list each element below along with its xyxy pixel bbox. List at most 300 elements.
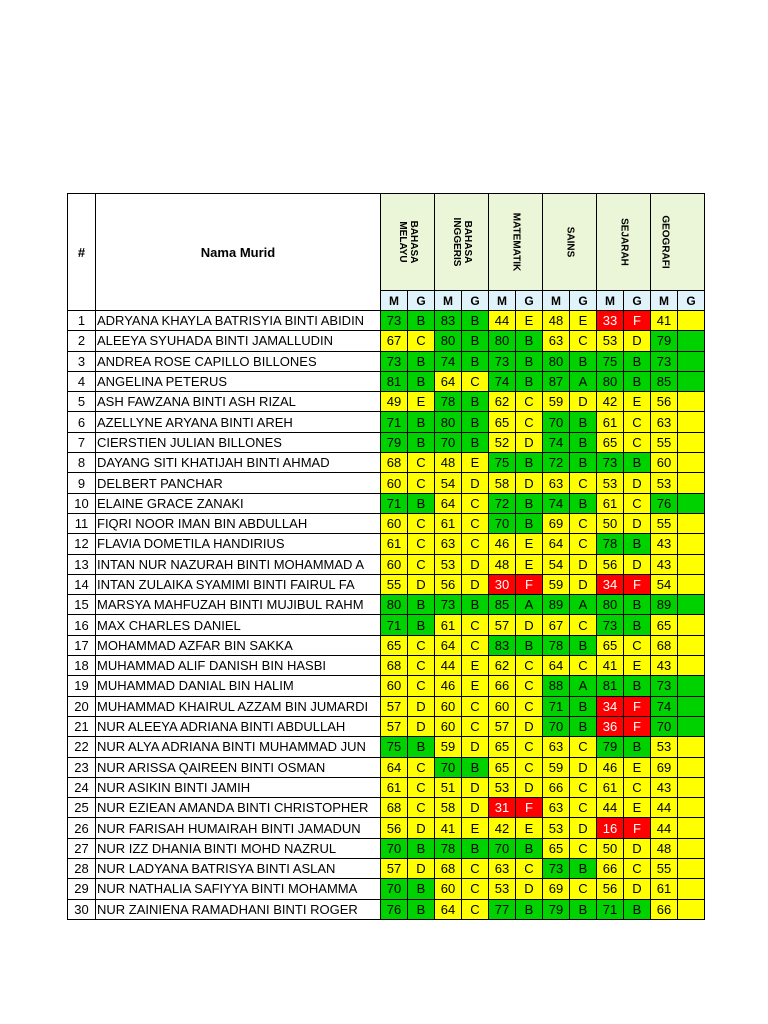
mark-cell[interactable]: 60 [381,554,408,574]
student-name[interactable]: ADRYANA KHAYLA BATRISYIA BINTI ABIDIN [96,311,381,331]
grade-cell[interactable]: C [408,554,435,574]
mark-cell[interactable]: 89 [543,595,570,615]
student-name[interactable]: ALEEYA SYUHADA BINTI JAMALLUDIN [96,331,381,351]
student-name[interactable]: MOHAMMAD AZFAR BIN SAKKA [96,635,381,655]
mark-cell[interactable]: 57 [489,615,516,635]
grade-cell[interactable]: D [462,777,489,797]
mark-cell[interactable]: 34 [597,696,624,716]
mark-cell[interactable]: 58 [435,798,462,818]
grade-cell[interactable]: B [408,737,435,757]
mark-cell[interactable]: 61 [651,879,678,899]
grade-cell[interactable]: B [516,635,543,655]
grade-cell[interactable]: C [516,412,543,432]
mark-cell[interactable]: 16 [597,818,624,838]
mark-cell[interactable]: 83 [435,311,462,331]
student-name[interactable]: NUR ALEEYA ADRIANA BINTI ABDULLAH [96,716,381,736]
grade-cell[interactable]: D [462,737,489,757]
grade-cell[interactable] [678,311,705,331]
mark-cell[interactable]: 63 [543,737,570,757]
grade-cell[interactable]: B [516,838,543,858]
grade-cell[interactable]: E [516,554,543,574]
mark-cell[interactable]: 42 [597,392,624,412]
grade-cell[interactable]: C [624,859,651,879]
student-name[interactable]: MUHAMMAD KHAIRUL AZZAM BIN JUMARDI [96,696,381,716]
student-name[interactable]: AZELLYNE ARYANA BINTI AREH [96,412,381,432]
mark-cell[interactable]: 88 [543,676,570,696]
grade-cell[interactable]: C [462,635,489,655]
grade-cell[interactable]: B [570,493,597,513]
grade-cell[interactable]: B [408,838,435,858]
mark-cell[interactable]: 64 [381,757,408,777]
mark-cell[interactable]: 65 [543,838,570,858]
grade-cell[interactable] [678,798,705,818]
grade-cell[interactable]: D [516,432,543,452]
mark-cell[interactable]: 57 [381,859,408,879]
mark-cell[interactable]: 73 [651,351,678,371]
mark-cell[interactable]: 66 [597,859,624,879]
grade-cell[interactable]: B [462,392,489,412]
grade-cell[interactable] [678,453,705,473]
grade-cell[interactable]: D [516,473,543,493]
grade-cell[interactable]: C [516,676,543,696]
mark-cell[interactable]: 78 [435,838,462,858]
mark-cell[interactable]: 64 [435,899,462,919]
grade-cell[interactable]: B [516,331,543,351]
student-name[interactable]: NUR NATHALIA SAFIYYA BINTI MOHAMMA [96,879,381,899]
grade-cell[interactable]: C [570,615,597,635]
mark-cell[interactable]: 30 [489,574,516,594]
grade-cell[interactable]: C [570,656,597,676]
grade-cell[interactable]: C [624,493,651,513]
grade-cell[interactable] [678,635,705,655]
grade-cell[interactable]: E [570,311,597,331]
grade-cell[interactable]: C [408,635,435,655]
mark-cell[interactable]: 53 [651,737,678,757]
mark-cell[interactable]: 79 [543,899,570,919]
grade-cell[interactable]: C [462,534,489,554]
mark-cell[interactable]: 57 [489,716,516,736]
grade-cell[interactable]: F [624,818,651,838]
mark-cell[interactable]: 63 [543,798,570,818]
grade-cell[interactable] [678,493,705,513]
grade-cell[interactable]: D [516,716,543,736]
mark-cell[interactable]: 77 [489,899,516,919]
student-name[interactable]: ANGELINA PETERUS [96,371,381,391]
mark-cell[interactable]: 59 [435,737,462,757]
mark-cell[interactable]: 76 [651,493,678,513]
grade-cell[interactable] [678,615,705,635]
mark-cell[interactable]: 65 [489,412,516,432]
grade-cell[interactable] [678,656,705,676]
grade-cell[interactable] [678,879,705,899]
grade-cell[interactable] [678,777,705,797]
grade-cell[interactable]: B [570,635,597,655]
grade-cell[interactable]: C [462,513,489,533]
mark-cell[interactable]: 70 [543,716,570,736]
grade-cell[interactable]: B [570,696,597,716]
mark-cell[interactable]: 60 [435,696,462,716]
mark-cell[interactable]: 71 [543,696,570,716]
mark-cell[interactable]: 63 [489,859,516,879]
grade-cell[interactable]: B [516,453,543,473]
grade-cell[interactable]: D [570,554,597,574]
grade-cell[interactable]: E [462,818,489,838]
student-name[interactable]: FLAVIA DOMETILA HANDIRIUS [96,534,381,554]
mark-cell[interactable]: 53 [543,818,570,838]
mark-cell[interactable]: 71 [381,615,408,635]
student-name[interactable]: NUR LADYANA BATRISYA BINTI ASLAN [96,859,381,879]
mark-cell[interactable]: 60 [381,473,408,493]
mark-cell[interactable]: 69 [543,879,570,899]
mark-cell[interactable]: 61 [597,412,624,432]
grade-cell[interactable] [678,899,705,919]
mark-cell[interactable]: 67 [543,615,570,635]
mark-cell[interactable]: 89 [651,595,678,615]
grade-cell[interactable]: D [516,777,543,797]
mark-cell[interactable]: 42 [489,818,516,838]
mark-cell[interactable]: 68 [381,656,408,676]
grade-cell[interactable]: F [516,798,543,818]
grade-cell[interactable]: C [408,656,435,676]
mark-cell[interactable]: 85 [651,371,678,391]
grade-cell[interactable] [678,574,705,594]
mark-cell[interactable]: 53 [597,473,624,493]
mark-cell[interactable]: 56 [597,554,624,574]
grade-cell[interactable]: B [570,899,597,919]
grade-cell[interactable]: A [570,371,597,391]
grade-cell[interactable]: E [516,818,543,838]
grade-cell[interactable]: E [408,392,435,412]
grade-cell[interactable]: C [408,757,435,777]
grade-cell[interactable]: C [624,432,651,452]
mark-cell[interactable]: 83 [489,635,516,655]
grade-cell[interactable]: C [516,859,543,879]
mark-cell[interactable]: 43 [651,554,678,574]
mark-cell[interactable]: 60 [435,879,462,899]
grade-cell[interactable]: C [516,757,543,777]
grade-cell[interactable]: B [462,412,489,432]
grade-cell[interactable]: C [462,879,489,899]
mark-cell[interactable]: 56 [651,392,678,412]
student-name[interactable]: INTAN NUR NAZURAH BINTI MOHAMMAD A [96,554,381,574]
mark-cell[interactable]: 73 [597,615,624,635]
mark-cell[interactable]: 55 [651,513,678,533]
grade-cell[interactable]: B [624,676,651,696]
grade-cell[interactable]: D [624,554,651,574]
grade-cell[interactable]: D [624,473,651,493]
grade-cell[interactable]: D [408,818,435,838]
mark-cell[interactable]: 68 [381,453,408,473]
mark-cell[interactable]: 69 [651,757,678,777]
mark-cell[interactable]: 65 [381,635,408,655]
grade-cell[interactable]: C [516,737,543,757]
mark-cell[interactable]: 65 [489,757,516,777]
grade-cell[interactable] [678,554,705,574]
mark-cell[interactable]: 71 [597,899,624,919]
student-name[interactable]: CIERSTIEN JULIAN BILLONES [96,432,381,452]
grade-cell[interactable] [678,676,705,696]
mark-cell[interactable]: 48 [489,554,516,574]
grade-cell[interactable]: B [462,595,489,615]
mark-cell[interactable]: 59 [543,392,570,412]
mark-cell[interactable]: 65 [489,737,516,757]
grade-cell[interactable]: B [624,615,651,635]
student-name[interactable]: NUR ALYA ADRIANA BINTI MUHAMMAD JUN [96,737,381,757]
grade-cell[interactable]: C [408,473,435,493]
grade-cell[interactable]: D [570,574,597,594]
grade-cell[interactable] [678,534,705,554]
grade-cell[interactable]: B [462,351,489,371]
mark-cell[interactable]: 43 [651,656,678,676]
grade-cell[interactable]: C [516,696,543,716]
mark-cell[interactable]: 59 [543,574,570,594]
grade-cell[interactable] [678,513,705,533]
grade-cell[interactable]: B [408,493,435,513]
grade-cell[interactable]: B [570,859,597,879]
grade-cell[interactable] [678,838,705,858]
mark-cell[interactable]: 80 [489,331,516,351]
mark-cell[interactable]: 53 [489,777,516,797]
grade-cell[interactable]: C [570,838,597,858]
mark-cell[interactable]: 46 [489,534,516,554]
grade-cell[interactable]: B [462,432,489,452]
mark-cell[interactable]: 73 [381,311,408,331]
mark-cell[interactable]: 74 [543,432,570,452]
mark-cell[interactable]: 74 [435,351,462,371]
grade-cell[interactable]: D [516,879,543,899]
mark-cell[interactable]: 61 [381,777,408,797]
grade-cell[interactable]: B [408,371,435,391]
student-name[interactable]: INTAN ZULAIKA SYAMIMI BINTI FAIRUL FA [96,574,381,594]
grade-cell[interactable]: D [516,615,543,635]
grade-cell[interactable] [678,716,705,736]
student-name[interactable]: NUR FARISAH HUMAIRAH BINTI JAMADUN [96,818,381,838]
grade-cell[interactable] [678,392,705,412]
mark-cell[interactable]: 50 [597,513,624,533]
grade-cell[interactable]: D [462,798,489,818]
mark-cell[interactable]: 70 [489,513,516,533]
grade-cell[interactable]: C [462,615,489,635]
student-name[interactable]: NUR ASIKIN BINTI JAMIH [96,777,381,797]
grade-cell[interactable]: C [462,493,489,513]
mark-cell[interactable]: 70 [381,879,408,899]
mark-cell[interactable]: 36 [597,716,624,736]
grade-cell[interactable]: C [570,534,597,554]
student-name[interactable]: ELAINE GRACE ZANAKI [96,493,381,513]
grade-cell[interactable] [678,412,705,432]
mark-cell[interactable]: 70 [543,412,570,432]
mark-cell[interactable]: 61 [381,534,408,554]
grade-cell[interactable]: F [624,696,651,716]
grade-cell[interactable]: B [408,412,435,432]
mark-cell[interactable]: 44 [651,798,678,818]
mark-cell[interactable]: 55 [651,859,678,879]
grade-cell[interactable]: E [624,798,651,818]
mark-cell[interactable]: 75 [597,351,624,371]
grade-cell[interactable]: E [624,392,651,412]
grade-cell[interactable]: C [408,534,435,554]
mark-cell[interactable]: 59 [543,757,570,777]
mark-cell[interactable]: 65 [651,615,678,635]
mark-cell[interactable]: 66 [543,777,570,797]
grade-cell[interactable]: C [462,899,489,919]
grade-cell[interactable]: C [570,331,597,351]
mark-cell[interactable]: 54 [543,554,570,574]
grade-cell[interactable]: F [624,574,651,594]
grade-cell[interactable]: E [462,453,489,473]
grade-cell[interactable]: E [516,311,543,331]
grade-cell[interactable]: B [570,412,597,432]
grade-cell[interactable]: B [570,716,597,736]
student-name[interactable]: ANDREA ROSE CAPILLO BILLONES [96,351,381,371]
mark-cell[interactable]: 48 [651,838,678,858]
grade-cell[interactable]: C [624,412,651,432]
mark-cell[interactable]: 78 [597,534,624,554]
mark-cell[interactable]: 73 [381,351,408,371]
student-name[interactable]: DAYANG SITI KHATIJAH BINTI AHMAD [96,453,381,473]
mark-cell[interactable]: 49 [381,392,408,412]
grade-cell[interactable]: B [516,899,543,919]
student-name[interactable]: NUR EZIEAN AMANDA BINTI CHRISTOPHER [96,798,381,818]
grade-cell[interactable]: C [408,798,435,818]
grade-cell[interactable]: F [624,716,651,736]
mark-cell[interactable]: 78 [543,635,570,655]
mark-cell[interactable]: 48 [435,453,462,473]
mark-cell[interactable]: 79 [651,331,678,351]
mark-cell[interactable]: 74 [651,696,678,716]
grade-cell[interactable]: D [624,513,651,533]
mark-cell[interactable]: 76 [381,899,408,919]
mark-cell[interactable]: 73 [651,676,678,696]
grade-cell[interactable]: C [570,777,597,797]
mark-cell[interactable]: 54 [435,473,462,493]
grade-cell[interactable]: C [570,473,597,493]
grade-cell[interactable] [678,696,705,716]
mark-cell[interactable]: 74 [489,371,516,391]
grade-cell[interactable]: B [516,493,543,513]
mark-cell[interactable]: 70 [435,757,462,777]
mark-cell[interactable]: 61 [435,513,462,533]
mark-cell[interactable]: 62 [489,392,516,412]
grade-cell[interactable]: C [408,513,435,533]
mark-cell[interactable]: 65 [597,432,624,452]
grade-cell[interactable]: D [570,818,597,838]
grade-cell[interactable]: C [516,656,543,676]
grade-cell[interactable]: E [516,534,543,554]
student-name[interactable]: MARSYA MAHFUZAH BINTI MUJIBUL RAHM [96,595,381,615]
mark-cell[interactable]: 79 [597,737,624,757]
student-name[interactable]: MAX CHARLES DANIEL [96,615,381,635]
grade-cell[interactable]: B [408,595,435,615]
grade-cell[interactable] [678,331,705,351]
grade-cell[interactable] [678,473,705,493]
mark-cell[interactable]: 72 [543,453,570,473]
grade-cell[interactable] [678,737,705,757]
grade-cell[interactable]: E [462,656,489,676]
mark-cell[interactable]: 64 [435,635,462,655]
grade-cell[interactable]: C [462,371,489,391]
mark-cell[interactable]: 68 [435,859,462,879]
mark-cell[interactable]: 34 [597,574,624,594]
mark-cell[interactable]: 33 [597,311,624,331]
grade-cell[interactable] [678,859,705,879]
mark-cell[interactable]: 41 [435,818,462,838]
mark-cell[interactable]: 61 [597,777,624,797]
grade-cell[interactable]: D [624,838,651,858]
mark-cell[interactable]: 57 [381,716,408,736]
mark-cell[interactable]: 60 [435,716,462,736]
grade-cell[interactable]: C [408,453,435,473]
mark-cell[interactable]: 80 [381,595,408,615]
mark-cell[interactable]: 73 [489,351,516,371]
grade-cell[interactable]: C [570,798,597,818]
mark-cell[interactable]: 56 [597,879,624,899]
grade-cell[interactable]: C [516,392,543,412]
grade-cell[interactable] [678,757,705,777]
grade-cell[interactable]: B [408,899,435,919]
mark-cell[interactable]: 80 [597,371,624,391]
grade-cell[interactable]: B [624,737,651,757]
grade-cell[interactable]: B [570,432,597,452]
grade-cell[interactable]: C [462,696,489,716]
grade-cell[interactable]: C [408,676,435,696]
mark-cell[interactable]: 43 [651,534,678,554]
mark-cell[interactable]: 64 [435,493,462,513]
grade-cell[interactable]: A [570,595,597,615]
mark-cell[interactable]: 63 [543,473,570,493]
grade-cell[interactable]: B [624,899,651,919]
grade-cell[interactable]: C [624,635,651,655]
mark-cell[interactable]: 53 [435,554,462,574]
student-name[interactable]: NUR ZAINIENA RAMADHANI BINTI ROGER [96,899,381,919]
student-name[interactable]: MUHAMMAD ALIF DANISH BIN HASBI [96,656,381,676]
student-name[interactable]: MUHAMMAD DANIAL BIN HALIM [96,676,381,696]
mark-cell[interactable]: 73 [543,859,570,879]
grade-cell[interactable]: B [462,331,489,351]
mark-cell[interactable]: 55 [381,574,408,594]
mark-cell[interactable]: 74 [543,493,570,513]
mark-cell[interactable]: 73 [597,453,624,473]
mark-cell[interactable]: 65 [597,635,624,655]
grade-cell[interactable]: C [462,716,489,736]
mark-cell[interactable]: 70 [435,432,462,452]
grade-cell[interactable]: B [408,879,435,899]
mark-cell[interactable]: 70 [651,716,678,736]
grade-cell[interactable] [678,371,705,391]
mark-cell[interactable]: 44 [489,311,516,331]
grade-cell[interactable]: D [462,554,489,574]
mark-cell[interactable]: 70 [381,838,408,858]
grade-cell[interactable]: F [624,311,651,331]
student-name[interactable]: DELBERT PANCHAR [96,473,381,493]
grade-cell[interactable]: D [462,473,489,493]
grade-cell[interactable]: B [570,351,597,371]
mark-cell[interactable]: 75 [489,453,516,473]
mark-cell[interactable]: 87 [543,371,570,391]
grade-cell[interactable]: D [408,696,435,716]
grade-cell[interactable]: E [624,656,651,676]
mark-cell[interactable]: 81 [381,371,408,391]
mark-cell[interactable]: 81 [597,676,624,696]
mark-cell[interactable]: 73 [435,595,462,615]
grade-cell[interactable]: D [570,757,597,777]
mark-cell[interactable]: 52 [489,432,516,452]
grade-cell[interactable]: B [462,757,489,777]
student-name[interactable]: ASH FAWZANA BINTI ASH RIZAL [96,392,381,412]
mark-cell[interactable]: 72 [489,493,516,513]
mark-cell[interactable]: 41 [597,656,624,676]
grade-cell[interactable]: D [624,331,651,351]
